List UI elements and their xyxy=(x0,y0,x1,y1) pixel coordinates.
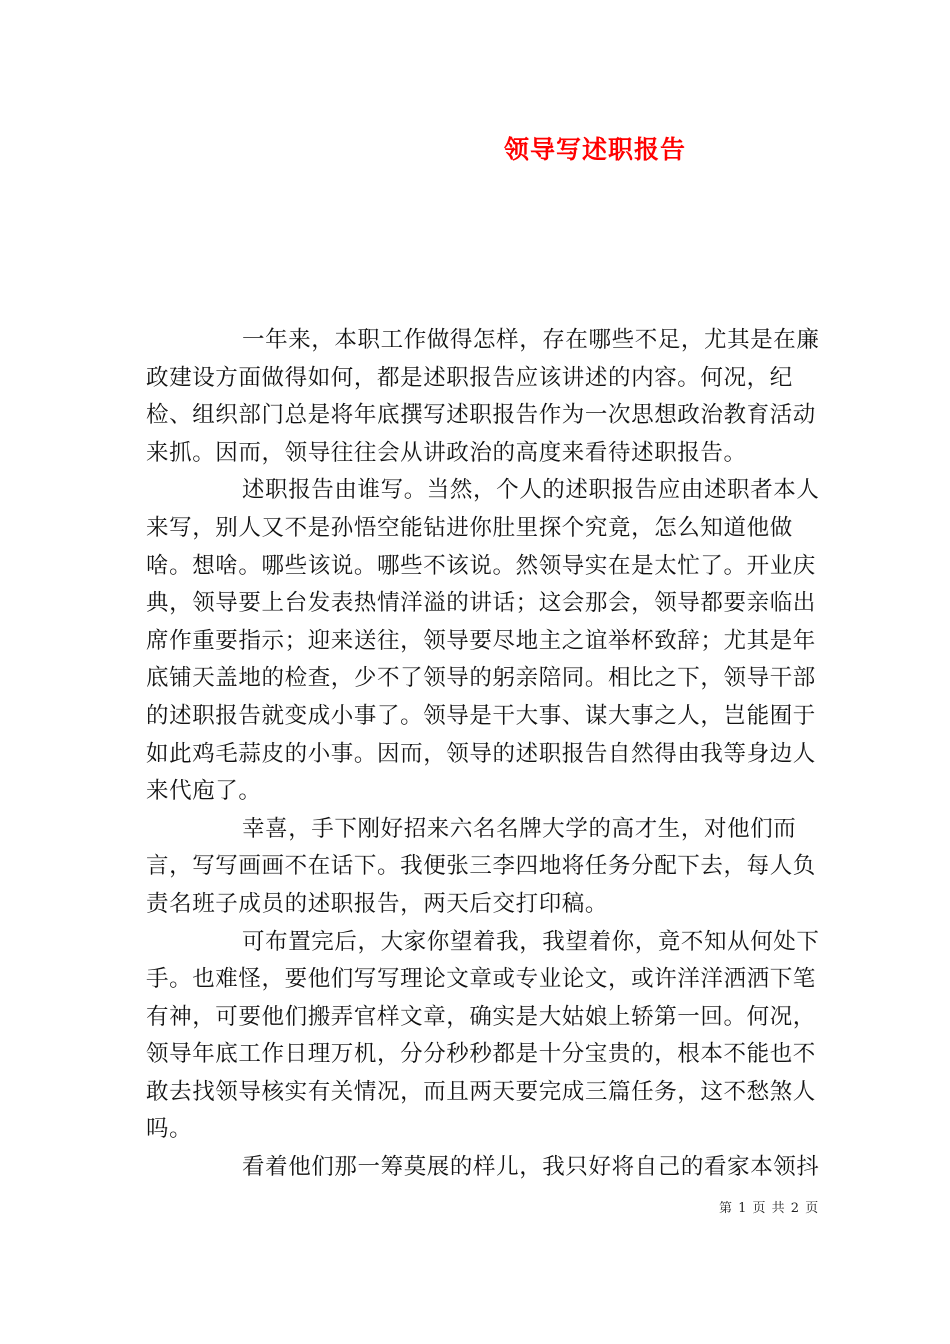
paragraph-4: 可布置完后，大家你望着我，我望着你，竟不知从何处下手。也难怪，要他们写写理论文章或专业论文，或许洋洋洒洒下笔有神，可要他们搬弄官样文章，确实是大姑娘上轿第一回。何况，领导年底工作日理万机，分分秒秒都是十分宝贵的，根本不能也不敢去找领导核实有关情况，而且两天要完成三篇任务，这不愁煞人吗。 xyxy=(146,928,820,1143)
paragraph-5: 看着他们那一筹莫展的样儿，我只好将自己的看家本领抖 xyxy=(242,1154,820,1181)
document-title: 领导写述职报告 xyxy=(503,135,686,164)
paragraph-3: 幸喜，手下刚好招来六名名牌大学的高才生，对他们而言，写写画画不在话下。我便张三李四地将任务分配下去，每人负责名班子成员的述职报告，两天后交打印稿。 xyxy=(146,815,816,917)
page-footer-indicator: 第 1 页 共 2 页 xyxy=(719,1201,820,1216)
paragraph-1: 一年来，本职工作做得怎样，存在哪些不足，尤其是在廉政建设方面做得如何，都是述职报告应该讲述的内容。何况，纪检、组织部门总是将年底撰写述职报告作为一次思想政治教育活动来抓。因而，领导往往会从讲政治的高度来看待述职报告。 xyxy=(146,327,820,466)
document-body xyxy=(146,322,830,1187)
paragraph-2: 述职报告由谁写。当然，个人的述职报告应由述职者本人来写，别人又不是孙悟空能钻进你肚里探个究竟，怎么知道他做啥。想啥。哪些该说。哪些不该说。然领导实在是太忙了。开业庆典，领导要上台发表热情洋溢的讲话；这会那会，领导都要亲临出席作重要指示；迎来送往，领导要尽地主之谊举杯致辞；尤其是年底铺天盖地的检查，少不了领导的躬亲陪同。相比之下，领导干部的述职报告就变成小事了。领导是干大事、谋大事之人，岂能囿于如此鸡毛蒜皮的小事。因而，领导的述职报告自然得由我等身边人来代庖了。 xyxy=(146,477,820,805)
